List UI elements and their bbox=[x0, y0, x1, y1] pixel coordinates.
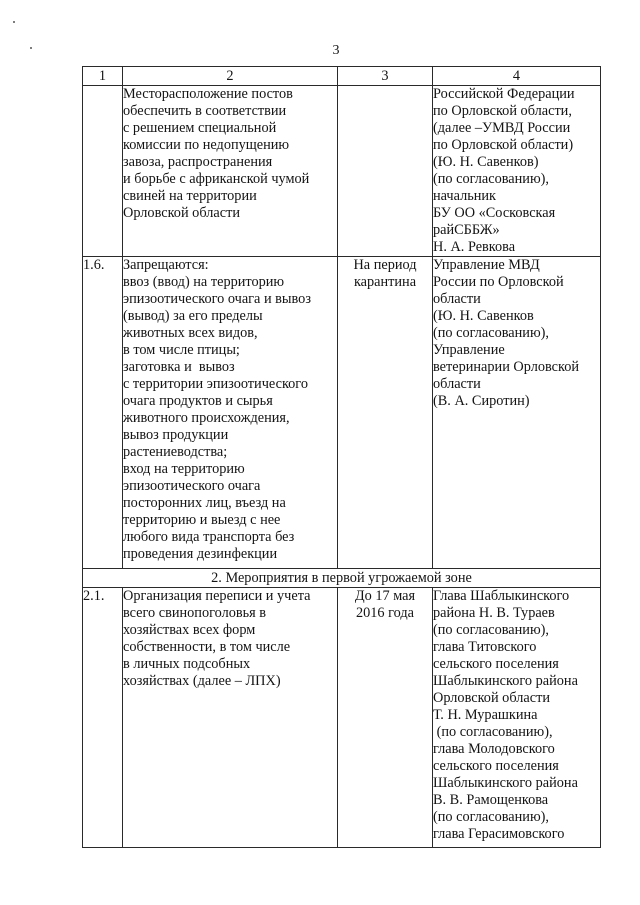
row-number-cell bbox=[83, 86, 123, 257]
text-line: райСББЖ» bbox=[433, 222, 500, 238]
text-line: и борьбе с африканской чумой bbox=[123, 171, 310, 187]
text-line: собственности, в том числе bbox=[123, 639, 291, 655]
text-line: хозяйствах (далее – ЛПХ) bbox=[123, 673, 281, 689]
text-line: В. В. Рамощенкова bbox=[433, 792, 549, 808]
text-line: До 17 мая bbox=[354, 588, 416, 604]
text-line: Запрещаются: bbox=[123, 257, 209, 273]
page-number: 3 bbox=[332, 43, 340, 58]
responsible-cell bbox=[433, 588, 601, 848]
text-line: На период bbox=[353, 257, 417, 273]
text-line: области bbox=[433, 376, 481, 392]
row-number-cell: 1.6. bbox=[83, 257, 123, 569]
measure-cell bbox=[123, 588, 338, 848]
text-line: эпизоотического очага bbox=[123, 478, 261, 494]
text-line: всего свинопоголовья в bbox=[123, 605, 267, 621]
text-line: (В. А. Сиротин) bbox=[433, 393, 530, 409]
text-line: по Орловской области, bbox=[433, 103, 572, 119]
section-heading: 2. Мероприятия в первой угрожаемой зоне bbox=[83, 569, 601, 588]
text-line: Шаблыкинского района bbox=[433, 673, 578, 689]
text-line: 2016 года bbox=[355, 605, 415, 621]
text-line: комиссии по недопущению bbox=[123, 137, 290, 153]
scan-mark bbox=[30, 47, 32, 49]
text-line: очага продуктов и сырья bbox=[123, 393, 273, 409]
text-line: (вывод) за его пределы bbox=[123, 308, 263, 324]
table-row bbox=[83, 86, 601, 257]
text-line: с решением специальной bbox=[123, 120, 277, 136]
deadline-cell bbox=[338, 257, 433, 569]
text-line: сельского поселения bbox=[433, 656, 559, 672]
deadline-cell bbox=[338, 86, 433, 257]
text-line: начальник bbox=[433, 188, 496, 204]
text-line: с территории эпизоотического bbox=[123, 376, 308, 392]
text-line: территорию и выезд с нее bbox=[123, 512, 281, 528]
text-line: БУ ОО «Сосковская bbox=[433, 205, 556, 221]
column-header-number: 1 bbox=[83, 67, 123, 86]
text-line: Н. А. Ревкова bbox=[433, 239, 516, 255]
text-line: глава Герасимовского bbox=[433, 826, 565, 842]
text-line: растениеводства; bbox=[123, 444, 228, 460]
text-line: района Н. В. Тураев bbox=[433, 605, 555, 621]
text-line: карантина bbox=[353, 274, 417, 290]
text-line: Глава Шаблыкинского bbox=[433, 588, 570, 604]
text-line: (по согласованию), bbox=[433, 171, 549, 187]
text-line: глава Молодовского bbox=[433, 741, 555, 757]
text-line: глава Титовского bbox=[433, 639, 537, 655]
text-line: Организация переписи и учета bbox=[123, 588, 311, 604]
responsible-cell bbox=[433, 257, 601, 569]
text-line: Управление МВД bbox=[433, 257, 540, 273]
text-line: ветеринарии Орловской bbox=[433, 359, 580, 375]
text-line: области bbox=[433, 291, 481, 307]
measure-cell bbox=[123, 86, 338, 257]
text-line: России по Орловской bbox=[433, 274, 564, 290]
text-line: животного происхождения, bbox=[123, 410, 290, 426]
table-row bbox=[83, 257, 601, 569]
text-line: проведения дезинфекции bbox=[123, 546, 278, 562]
text-line: Российской Федерации bbox=[433, 86, 575, 102]
section-row bbox=[83, 569, 601, 588]
text-line: заготовка и вывоз bbox=[123, 359, 235, 375]
text-line: (по согласованию), bbox=[433, 325, 549, 341]
responsible-cell bbox=[433, 86, 601, 257]
text-line: свиней на территории bbox=[123, 188, 257, 204]
text-line: (по согласованию), bbox=[433, 724, 553, 740]
text-line: (по согласованию), bbox=[433, 809, 549, 825]
text-line: эпизоотического очага и вывоз bbox=[123, 291, 311, 307]
text-line: посторонних лиц, въезд на bbox=[123, 495, 286, 511]
text-line: Орловской области bbox=[433, 690, 550, 706]
text-line: (по согласованию), bbox=[433, 622, 549, 638]
column-header-measure: 2 bbox=[123, 67, 338, 86]
table-row bbox=[83, 588, 601, 848]
measure-cell bbox=[123, 257, 338, 569]
text-line: завоза, распространения bbox=[123, 154, 273, 170]
text-line: (далее –УМВД России bbox=[433, 120, 571, 136]
text-line: ввоз (ввод) на территорию bbox=[123, 274, 285, 290]
text-line: Месторасположение постов bbox=[123, 86, 293, 102]
text-line: в личных подсобных bbox=[123, 656, 251, 672]
text-line: Шаблыкинского района bbox=[433, 775, 578, 791]
text-line: (Ю. Н. Савенков bbox=[433, 308, 534, 324]
text-line: вход на территорию bbox=[123, 461, 245, 477]
text-line: Т. Н. Мурашкина bbox=[433, 707, 538, 723]
column-header-responsible: 4 bbox=[433, 67, 601, 86]
text-line: (Ю. Н. Савенков) bbox=[433, 154, 539, 170]
text-line: животных всех видов, bbox=[123, 325, 258, 341]
text-line: сельского поселения bbox=[433, 758, 559, 774]
text-line: по Орловской области) bbox=[433, 137, 574, 153]
deadline-cell bbox=[338, 588, 433, 848]
text-line: в том числе птицы; bbox=[123, 342, 240, 358]
measures-table bbox=[82, 66, 601, 848]
row-number-cell: 2.1. bbox=[83, 588, 123, 848]
text-line: вывоз продукции bbox=[123, 427, 229, 443]
text-line: любого вида транспорта без bbox=[123, 529, 295, 545]
text-line: хозяйствах всех форм bbox=[123, 622, 256, 638]
table-header-row bbox=[83, 67, 601, 86]
text-line: обеспечить в соответствии bbox=[123, 103, 287, 119]
column-header-deadline: 3 bbox=[338, 67, 433, 86]
text-line: Управление bbox=[433, 342, 505, 358]
scan-mark bbox=[13, 21, 15, 23]
text-line: Орловской области bbox=[123, 205, 240, 221]
